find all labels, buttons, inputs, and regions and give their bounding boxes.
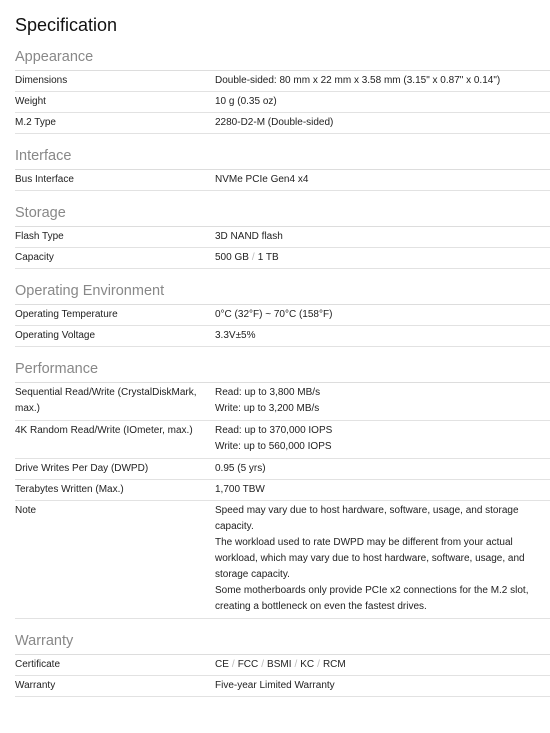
separator: / [251, 252, 255, 263]
separator: / [261, 659, 265, 670]
spec-label: Operating Voltage [15, 330, 96, 341]
spec-value [215, 423, 550, 455]
value-line: Read: up to 3,800 MB/s [215, 387, 321, 398]
spec-value [215, 503, 550, 615]
spec-value [215, 657, 550, 672]
value-line: Read: up to 370,000 IOPS [215, 425, 333, 436]
spec-row-m2-type [15, 113, 550, 134]
spec-label: Terabytes Written (Max.) [15, 484, 124, 495]
certificate-item: RCM [322, 659, 346, 670]
spec-label: Note [15, 505, 37, 516]
section-operating-environment [15, 276, 550, 347]
spec-row-warranty [15, 676, 550, 697]
certificate-item: CE [215, 659, 229, 670]
certificate-item: KC [300, 659, 315, 670]
value-line: Write: up to 3,200 MB/s [215, 403, 320, 414]
capacity-option: 500 GB [215, 252, 249, 263]
spec-value: NVMe PCIe Gen4 x4 [215, 174, 309, 185]
certificate-item: FCC [237, 659, 259, 670]
note-line: Speed may vary due to host hardware, software, usage, and storage capacity. [215, 505, 519, 532]
spec-row-operating-voltage [15, 326, 550, 347]
section-title: Interface [15, 141, 550, 170]
spec-row-operating-temperature [15, 305, 550, 326]
spec-value [215, 385, 550, 417]
spec-row-bus-interface [15, 170, 550, 191]
spec-row-flash-type [15, 227, 550, 248]
section-title: Storage [15, 198, 550, 227]
spec-label: Flash Type [15, 231, 64, 242]
spec-row-tbw [15, 480, 550, 501]
spec-row-dwpd [15, 459, 550, 480]
spec-row-4k-random-read-write [15, 421, 550, 459]
spec-value: 3D NAND flash [215, 231, 283, 242]
separator: / [294, 659, 298, 670]
note-line: Some motherboards only provide PCIe x2 connections for the M.2 slot, creating a bottleneck on even the fastest drives. [215, 585, 529, 612]
spec-label: Sequential Read/Write (CrystalDiskMark, max.) [15, 387, 197, 414]
section-performance [15, 354, 550, 619]
value-line: Write: up to 560,000 IOPS [215, 441, 332, 452]
section-storage [15, 198, 550, 269]
spec-value: 10 g (0.35 oz) [215, 96, 277, 107]
section-title: Appearance [15, 42, 550, 71]
certificate-item: BSMI [267, 659, 292, 670]
spec-label: Certificate [15, 659, 61, 670]
spec-label: 4K Random Read/Write (IOmeter, max.) [15, 425, 193, 436]
section-title: Performance [15, 354, 550, 383]
spec-value: 0°C (32°F) ~ 70°C (158°F) [215, 309, 333, 320]
spec-label: Weight [15, 96, 46, 107]
spec-row-certificate [15, 655, 550, 676]
spec-label: Operating Temperature [15, 309, 118, 320]
spec-value: 3.3V±5% [215, 330, 256, 341]
spec-row-note [15, 501, 550, 619]
spec-value: 0.95 (5 yrs) [215, 463, 266, 474]
spec-value: 2280-D2-M (Double-sided) [215, 117, 334, 128]
spec-row-dimensions [15, 71, 550, 92]
capacity-option: 1 TB [257, 252, 279, 263]
page-title: Specification [15, 15, 118, 35]
spec-value: 1,700 TBW [215, 484, 265, 495]
spec-label: Bus Interface [15, 174, 74, 185]
section-warranty [15, 626, 550, 697]
spec-label: M.2 Type [15, 117, 56, 128]
section-title: Warranty [15, 626, 550, 655]
spec-value: Five-year Limited Warranty [215, 680, 335, 691]
spec-value: Double-sided: 80 mm x 22 mm x 3.58 mm (3.15" x 0.87" x 0.14") [215, 75, 501, 86]
spec-value [215, 250, 550, 265]
spec-label: Warranty [15, 680, 56, 691]
spec-label: Capacity [15, 252, 54, 263]
spec-row-weight [15, 92, 550, 113]
spec-label: Drive Writes Per Day (DWPD) [15, 463, 149, 474]
section-appearance [15, 42, 550, 134]
separator: / [317, 659, 320, 670]
section-title: Operating Environment [15, 276, 550, 305]
spec-label: Dimensions [15, 75, 68, 86]
section-interface [15, 141, 550, 191]
separator: / [231, 659, 235, 670]
spec-row-sequential-read-write [15, 383, 550, 421]
spec-row-capacity [15, 248, 550, 269]
note-line: The workload used to rate DWPD may be different from your actual workload, which may vary due to host hardware, software, usage, and storage capacity. [215, 537, 525, 580]
